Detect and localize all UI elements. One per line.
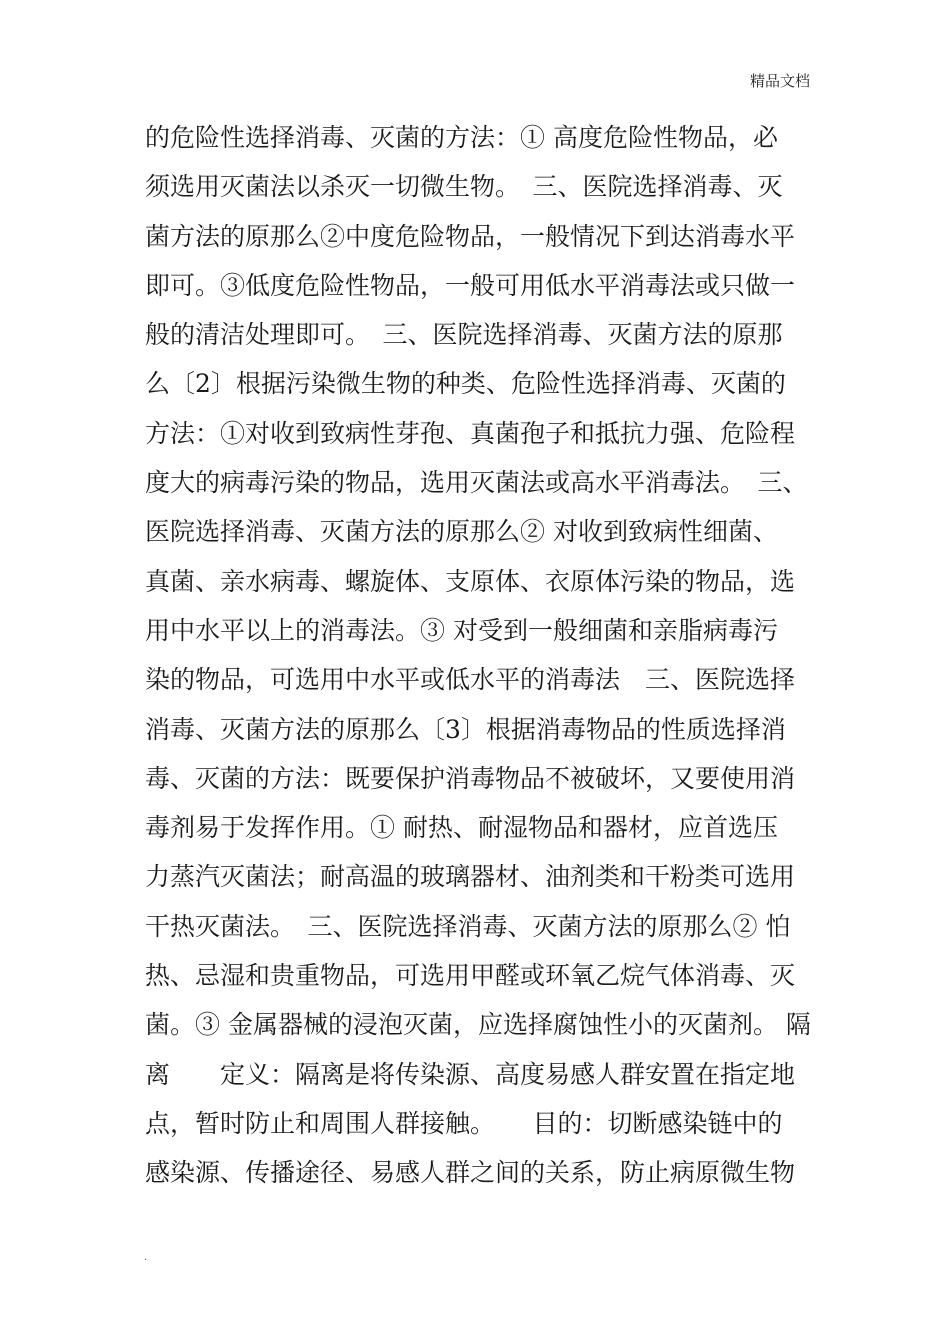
text-line: 须选用灭菌法以杀灭一切微生物。 三、医院选择消毒、灭 <box>145 172 783 202</box>
text-line: 般的清洁处理即可。 三、医院选择消毒、灭菌方法的原那 <box>145 320 783 350</box>
text-line: 感染源、传播途径、易感人群之间的关系，防止病原微生物 <box>145 1158 796 1188</box>
text-line: 方法：①对收到致病性芽孢、真菌孢子和抵抗力强、危险程 <box>145 418 796 448</box>
footer-mark: . <box>144 1252 148 1263</box>
text-line: 干热灭菌法。 三、医院选择消毒、灭菌方法的原那么② 怕 <box>145 911 791 941</box>
text-line: 热、忌湿和贵重物品，可选用甲醛或环氧乙烷气体消毒、灭 <box>145 961 796 991</box>
text-line: 菌方法的原那么②中度危险物品，一般情况下到达消毒水平 <box>145 221 796 251</box>
text-line: 毒、灭菌的方法：既要保护消毒物品不被破坏，又要使用消 <box>145 763 796 793</box>
text-line: 菌。③ 金属器械的浸泡灭菌，应选择腐蚀性小的灭菌剂。 隔 <box>145 1010 811 1040</box>
text-line: 染的物品，可选用中水平或低水平的消毒法 三、医院选择 <box>145 665 796 695</box>
text-line: 用中水平以上的消毒法。③ 对受到一般细菌和亲脂病毒污 <box>145 615 778 645</box>
text-line: 度大的病毒污染的物品，选用灭菌法或高水平消毒法。 三、 <box>145 468 808 498</box>
page-header-label: 精品文档 <box>749 72 810 90</box>
text-line: 即可。③低度危险性物品，一般可用低水平消毒法或只做一 <box>145 270 796 300</box>
text-line: 的危险性选择消毒、灭菌的方法：① 高度危险性物品，必 <box>145 123 778 152</box>
text-line: 点，暂时防止和周围人群接触。 目的：切断感染链中的 <box>145 1108 783 1138</box>
text-line: 毒剂易于发挥作用。① 耐热、耐湿物品和器材，应首选压 <box>145 813 778 843</box>
text-line: 离 定义：隔离是将传染源、高度易感人群安置在指定地 <box>145 1059 796 1089</box>
text-line: 真菌、亲水病毒、螺旋体、支原体、衣原体污染的物品，选 <box>145 566 796 596</box>
text-line: 么〔2〕根据污染微生物的种类、危险性选择消毒、灭菌的 <box>145 369 786 399</box>
text-line: 医院选择消毒、灭菌方法的原那么② 对收到致病性细菌、 <box>145 517 778 547</box>
text-line: 力蒸汽灭菌法；耐高温的玻璃器材、油剂类和干粉类可选用 <box>145 862 796 892</box>
text-line: 消毒、灭菌方法的原那么〔3〕根据消毒物品的性质选择消 <box>145 714 786 744</box>
document-body <box>145 113 815 1198</box>
